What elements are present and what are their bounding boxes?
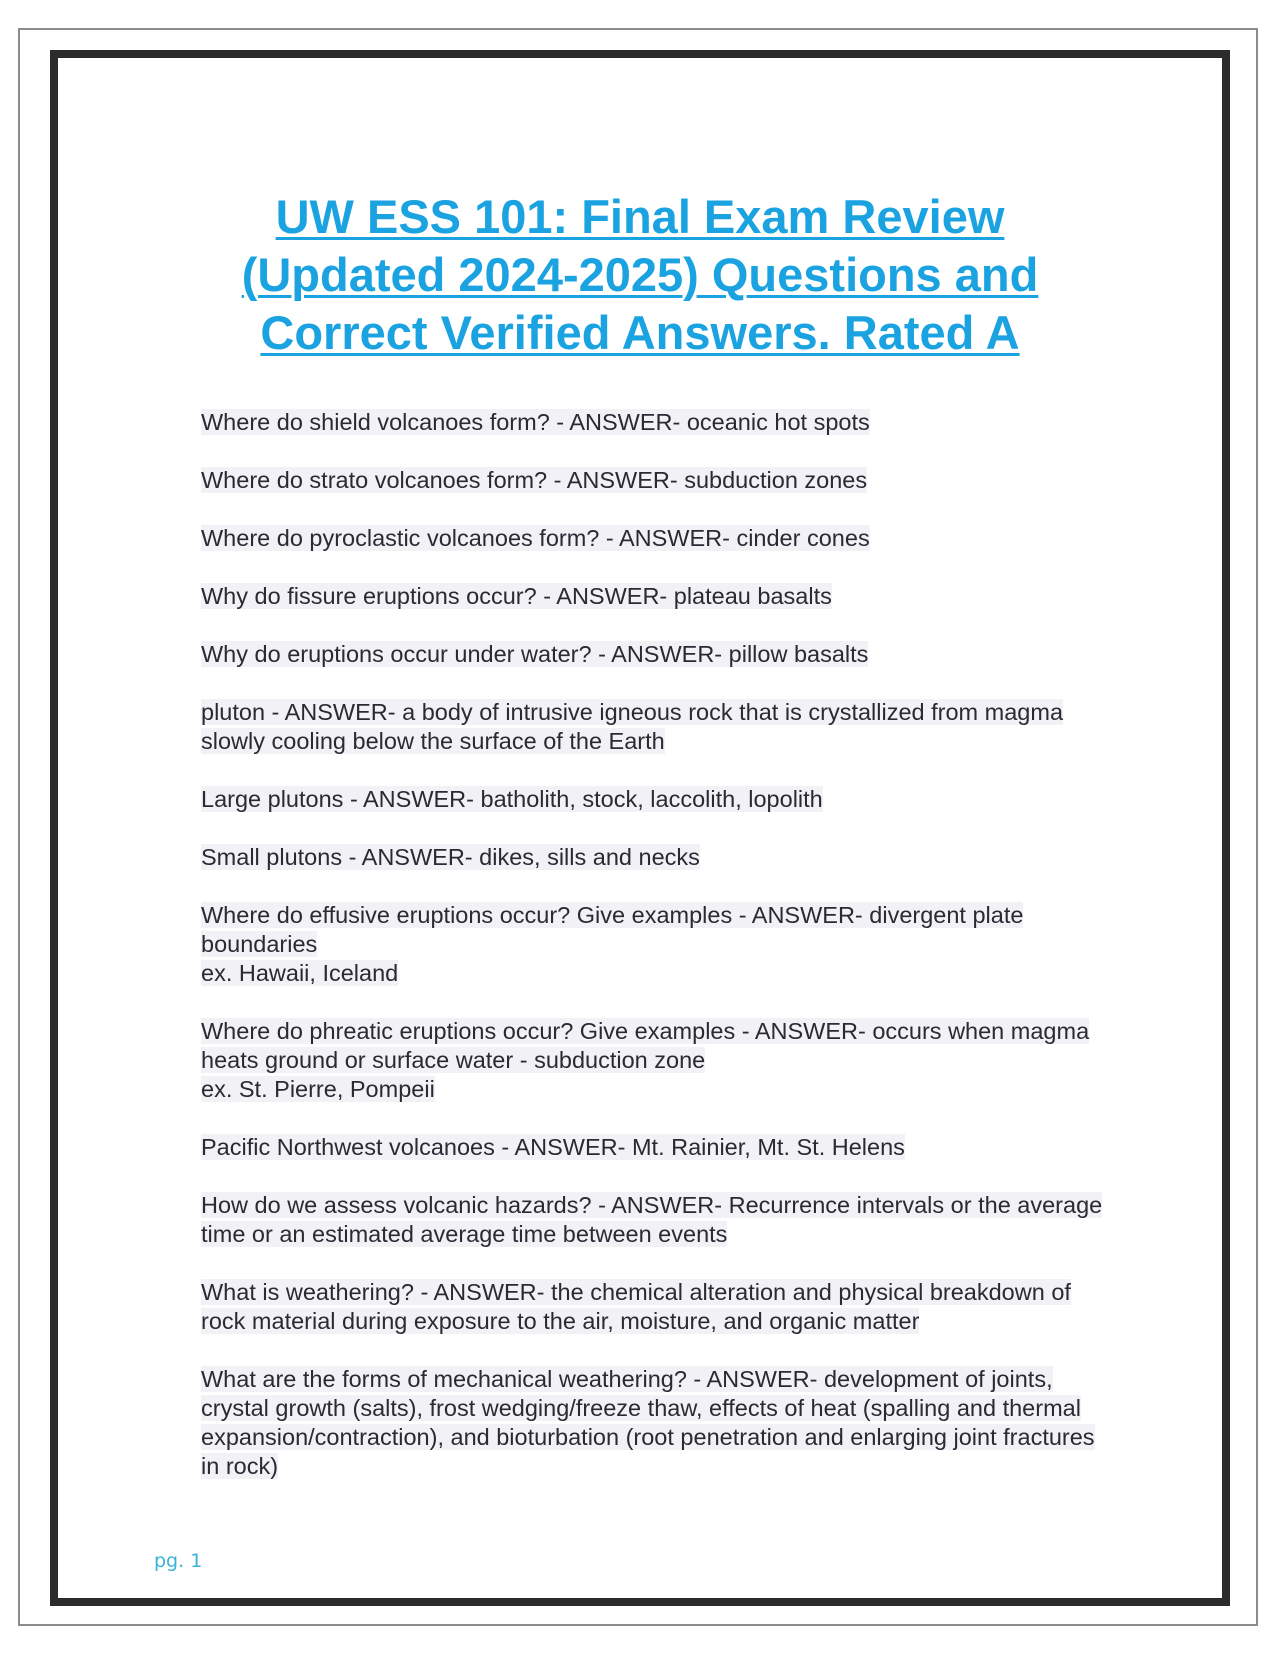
title-line-2: (Updated 2024-2025) Questions and [241,248,1039,301]
qa-line: ex. Hawaii, Iceland [201,960,399,986]
qa-item [201,785,1141,814]
qa-line: Where do phreatic eruptions occur? Give examples - ANSWER- occurs when magma [201,1018,1090,1044]
qa-item [201,1191,1141,1249]
title-line-3: Correct Verified Answers. Rated A [260,306,1020,359]
qa-item [201,1365,1141,1481]
qa-list [201,408,1141,1510]
title-line-1: UW ESS 101: Final Exam Review [275,190,1005,243]
qa-item [201,1017,1141,1104]
qa-line: in rock) [201,1453,279,1479]
qa-line: Where do effusive eruptions occur? Give examples - ANSWER- divergent plate [201,902,1024,928]
qa-line: Pacific Northwest volcanoes - ANSWER- Mt. Rainier, Mt. St. Helens [201,1134,905,1160]
qa-item [201,1278,1141,1336]
qa-line: Where do pyroclastic volcanoes form? - ANSWER- cinder cones [201,525,870,551]
qa-line: rock material during exposure to the air, moisture, and organic matter [201,1308,920,1334]
qa-item [201,698,1141,756]
qa-line: ex. St. Pierre, Pompeii [201,1076,435,1102]
qa-line: What is weathering? - ANSWER- the chemical alteration and physical breakdown of [201,1279,1071,1305]
qa-line: Large plutons - ANSWER- batholith, stock, laccolith, lopolith [201,786,823,812]
qa-line: Where do shield volcanoes form? - ANSWER- oceanic hot spots [201,409,870,435]
qa-line: Why do eruptions occur under water? - ANSWER- pillow basalts [201,641,869,667]
qa-line: Where do strato volcanoes form? - ANSWER- subduction zones [201,467,868,493]
qa-item [201,640,1141,669]
qa-item [201,1133,1141,1162]
qa-line: heats ground or surface water - subduction zone [201,1047,706,1073]
qa-line: time or an estimated average time between events [201,1221,728,1247]
page-number: pg. 1 [154,1550,203,1572]
qa-item [201,524,1141,553]
inner-page-border [50,50,1230,1606]
qa-line: boundaries [201,931,318,957]
qa-item [201,843,1141,872]
qa-line: How do we assess volcanic hazards? - ANSWER- Recurrence intervals or the average [201,1192,1103,1218]
qa-item [201,466,1141,495]
qa-line: Small plutons - ANSWER- dikes, sills and necks [201,844,700,870]
qa-line: crystal growth (salts), frost wedging/freeze thaw, effects of heat (spalling and thermal [201,1395,1081,1421]
qa-item [201,901,1141,988]
qa-line: Why do fissure eruptions occur? - ANSWER- plateau basalts [201,583,832,609]
document-title [58,188,1222,362]
qa-item [201,582,1141,611]
qa-line: slowly cooling below the surface of the Earth [201,728,665,754]
qa-line: expansion/contraction), and bioturbation (root penetration and enlarging joint fractures [201,1424,1095,1450]
qa-line: What are the forms of mechanical weathering? - ANSWER- development of joints, [201,1366,1053,1392]
qa-line: pluton - ANSWER- a body of intrusive igneous rock that is crystallized from magma [201,699,1064,725]
qa-item [201,408,1141,437]
